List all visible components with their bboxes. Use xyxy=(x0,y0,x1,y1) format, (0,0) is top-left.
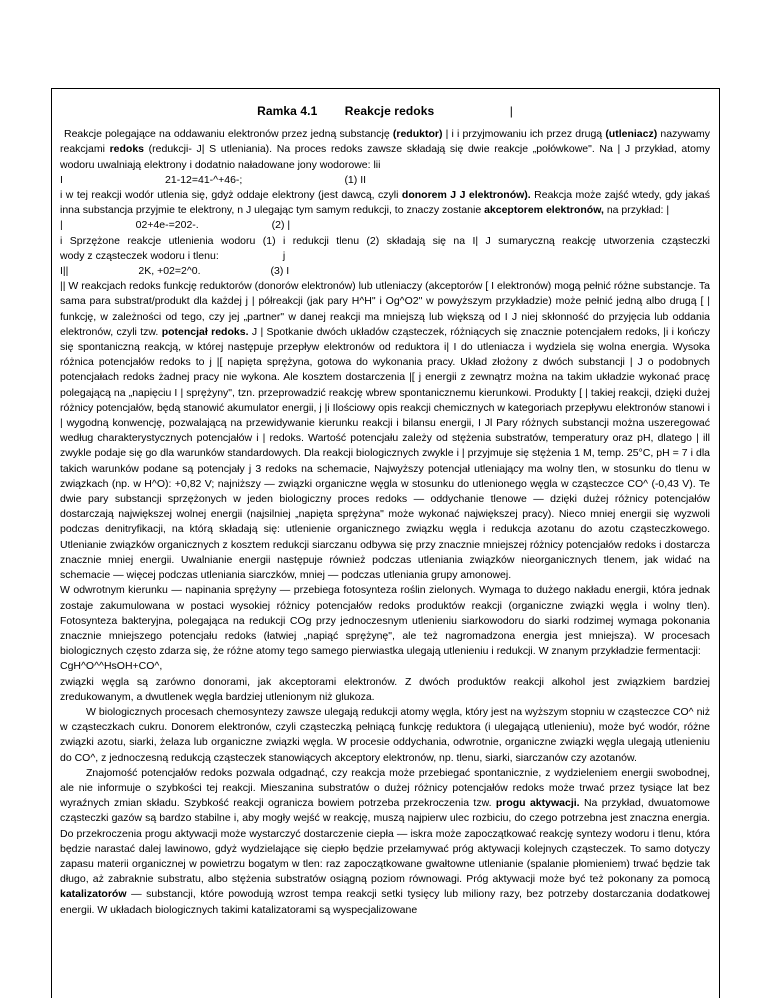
paragraph-activation xyxy=(60,766,710,918)
equation-3: I|| 2K, +02=2^0. (3) I xyxy=(60,265,290,278)
bold-term: donorem J J elektronów). xyxy=(401,189,531,202)
equation-4: CgH^O^^HsOH+CO^, xyxy=(60,660,163,673)
box-title xyxy=(60,104,710,119)
bold-term: (utleniacz) xyxy=(605,128,658,141)
box-title-text: Reakcje redoks xyxy=(344,104,435,118)
equation-2: | 02+4e-=202-. (2) | xyxy=(60,219,291,232)
paragraph-photosynthesis: W odwrotnym kierunku — napinania sprężyny — przebiega fotosynteza roślin zielonych. Wymaga to dużego nakładu energii, która jednak zostaje zakumulowana w postaci wysokiej różnicy potencjałów redoks produktów reakcji (organiczne związki węgla i wolny tlen). Fotosynteza bakteryjna, polegająca na redukcji COg przy jednoczesnym utlenieniu siarkowodoru do siarki rodzimej wymaga pokonania znacznie mniejszego potencjału redoks (łatwiej „napiąć sprężynę", ale też nagromadzona energia jest mniejsza). W procesach biologicznych często zdarza się, że różne atomy tego samego pierwiastka ulegają utlenieniu i redukcji. W znanym przykładzie fermentacji: xyxy=(60,584,710,658)
bold-term: potencjał redoks. xyxy=(161,325,249,338)
box-number: Ramka 4.1 xyxy=(257,104,318,118)
bold-term: progu aktywacji. xyxy=(495,797,580,810)
bold-term: katalizatorów xyxy=(60,888,127,901)
text-run: Reakcja może zajść wtedy, xyxy=(530,189,662,202)
text-run: J | Spotkanie dwóch układów cząsteczek, różniących się znacznie potencjałem redoks, |i i kończy się spontaniczną reakcją, w której następuje przepływ elektronów od reduktora i| I do utleniacza i wydziela się wolna energia. Wysoka różnica potencjałów redoks to j |[ napięta sprężyna, gotowa do wykonania pracy. Układ złożony z dwóch substancji | J o podobnych potencjałach redoks żadnej pracy nie wykona. Ale kosztem dostarczenia |[ j energii z zewnątrz można na takim układzie wykonać pracę polegającą na „napięciu I | sprężyny", tzn. przeprowadzić reakcję wbrew spontanicznemu kierunkowi. Produkty [ | takiej reakcji, dzięki dużej różnicy potencjałów, będą stanowić akumulator energii, j |i Ilościowy opis reakcji chemicznych w kategoriach przepływu elektronów stanowi i | wygodną konwencję, pozwalającą na przewidywanie kierunku reakcji i bilansu energii, I Jl Pary różnych substancji można uszeregować według charakterystycznych potencjałów i | redoks. Wartość potencjału zależy od stężenia substratów, temperatury oraz pH, dlatego | ill zwykle podaje się go dla warunków standardowych. Dla reakcji biologicznych zwykle i | przyjmuje się stężenia 1 M, temp. 25°C, pH = 7 i dla takich warunków podane są potencjały j 3 redoks na schemacie, Najwyższy potencjał utleniający ma wolny tlen, w stosunku do tlenu w związkach (np. w H^O): +0,82 V; najniższy — związki organiczne węgla w stosunku do utlenionego węgla w cząsteczce CO^ (-0,43 V). Te dwie pary substancji sprzężonych w jeden biologiczny proces redoks — oddychanie tlenowe — dzięki dużej różnicy potencjałów dostarczają największej wolnej energii (najsilniej „napięta sprężyna" może wykonać największej pracy). Nieco mniej energii się wyzwoli podczas denitryfikacji, na którą składają się: utlenienie organicznego związku węgla i redukcja azotanu do azotu cząsteczkowego. Utlenianie związków organicznych z kosztem redukcji siarczanu odbywa się przy znacznie mniejszej różnicy potencjałów redoks i dostarcza znacznie mniej energii. Uwalnianie energii następuje również podczas utleniania związków nieorganicznych tlenem, jak widać na schemacie — więcej podczas utleniania siarczków, mniej — podczas utleniania grupy amonowej. xyxy=(60,325,710,582)
text-run: wody z cząsteczek wodoru i tlenu: j xyxy=(60,249,286,262)
text-run: Reakcje polegające na oddawaniu elektronów przez jedną substancję xyxy=(64,128,393,141)
box-content xyxy=(60,104,710,918)
bold-term: (reduktor) xyxy=(392,128,443,141)
bold-term: redoks xyxy=(109,143,145,156)
bold-term: elektronów, xyxy=(545,204,604,217)
text-run: i w tej reakcji wodór utlenia się, gdyż oddaje elektrony (jest dawcą, czyli xyxy=(60,189,402,202)
paragraph-acceptor xyxy=(60,188,710,218)
text-run: nazywamy reakcjami xyxy=(60,128,711,156)
equation-1: I 21-12=41-^+46-; (1) II xyxy=(60,173,367,186)
text-run: Na przykład, dwuatomowe cząsteczki gazów są bardzo stabilne i, aby mogły wejść w reakcję, muszą najpierw ulec rozbiciu, do czego potrzebna jest znaczna energia. Do przekroczenia progu aktywacji może wystarczyć dostarczenie ciepła — iskra może zapoczątkować reakcję syntezy wodoru i tlenu, która będzie narastać dalej lawinowo, gdyż wydzielające się ciepło będzie przełamywać próg aktywacji kolejnych cząsteczek. To samo dotyczy zapasu materii organicznej w powietrzu bogatym w tlen: raz zapoczątkowane gwałtowne utlenianie (spalanie płomieniem) trwać będzie tak długo, aż zabraknie substratu, albo stężenia substratów osiągną poziom równowagi. Próg aktywacji może być też pokonany za pomocą xyxy=(60,797,711,886)
text-run: i Sprzężone reakcje utlenienia wodoru (1) i redukcji tlenu (2) składają się na I| J sumaryczną reakcję utworzenia cząsteczki xyxy=(60,234,710,247)
box-title-mark: | xyxy=(509,104,513,118)
paragraph-chemosynthesis: W biologicznych procesach chemosyntezy zawsze ulegają redukcji atomy węgla, który jest na wyższym stopniu w cząsteczce CO^ niż w cząsteczkach cukru. Donorem elektronów, czyli cząsteczką pełniącą funkcję reduktora (i ulegającą utlenieniu), może być wodór, różne związki azotu, siarki, żelaza lub organiczne związki węgla. W procesie oddychania, odwrotnie, organiczne związki węgla ulegają utlenieniu do CO^, z jednoczesną redukcją cząsteczek stanowiących akceptory elektronów, np. tlenu, siarki, siarczanów czy azotanów. xyxy=(60,705,710,764)
text-run: (redukcji- J| S utleniania). Na proces redoks zawsze składają się dwie reakcje „połówkowe". Na | J xyxy=(144,143,631,156)
text-run: gdy jakaś inna substancja przyjmie te elektrony, n J ulegając tym samym redukcji, to znaczy zostanie xyxy=(60,189,710,217)
text-run: przykład, atomy wodoru uwalniają elektrony i dodatnio naładowane jony wodorowe: lii xyxy=(60,143,710,171)
text-run: — substancji, które powodują wzrost tempa reakcji setki tysięcy lub miliony razy, bez potrzeby dostarczania dodatkowej energii. W układach biologicznych takimi katalizatorami są wyspecjalizowane xyxy=(60,888,710,916)
text-run: || W reakcjach redoks funkcję reduktorów (donorów elektronów) lub utleniaczy (akceptorów [ I elektronów) mogą pełnić różne substancje. Ta sama para substrat/produkt dla każdej j | półreakcji (jak pary H^H" i Og^O2" w powyższym przykładzie) może pełnić jedną albo drugą [ | funkcję, w zależności od tego, czy jej „partner" w danej reakcji ma mniejszą lub większą od I J niej skłonność do przyjęcia lub oddania elektronów, czyli tzw. xyxy=(60,280,710,338)
text-run: na przykład: | xyxy=(603,204,670,217)
paragraph-intro xyxy=(60,127,710,173)
bold-term: akceptorem xyxy=(484,204,544,217)
paragraph-potential xyxy=(60,279,710,583)
paragraph-fermentation: związki węgla są zarówno donorami, jak akceptorami elektronów. Z dwóch produktów reakcji alkohol jest związkiem bardziej zredukowanym, a dwutlenek węgla bardziej utlenionym niż glukoza. xyxy=(60,675,710,703)
paragraph-coupled xyxy=(60,234,710,264)
text-run: Znajomość potencjałów redoks pozwala odgadnąć, czy reakcja może przebiegać spontanicznie, z wydzieleniem energii swobodnej, ale nie informuje o szybkości tej reakcji. Mieszanina substratów o dużej różnicy potencjałów redoks może trwać przez tysiące lat bez wyraźnych zmian składu. Szybkość reakcji ogranicza bowiem potrzeba przekroczenia tzw. xyxy=(60,766,710,810)
text-run: | i i przyjmowaniu ich przez drugą xyxy=(442,128,606,141)
